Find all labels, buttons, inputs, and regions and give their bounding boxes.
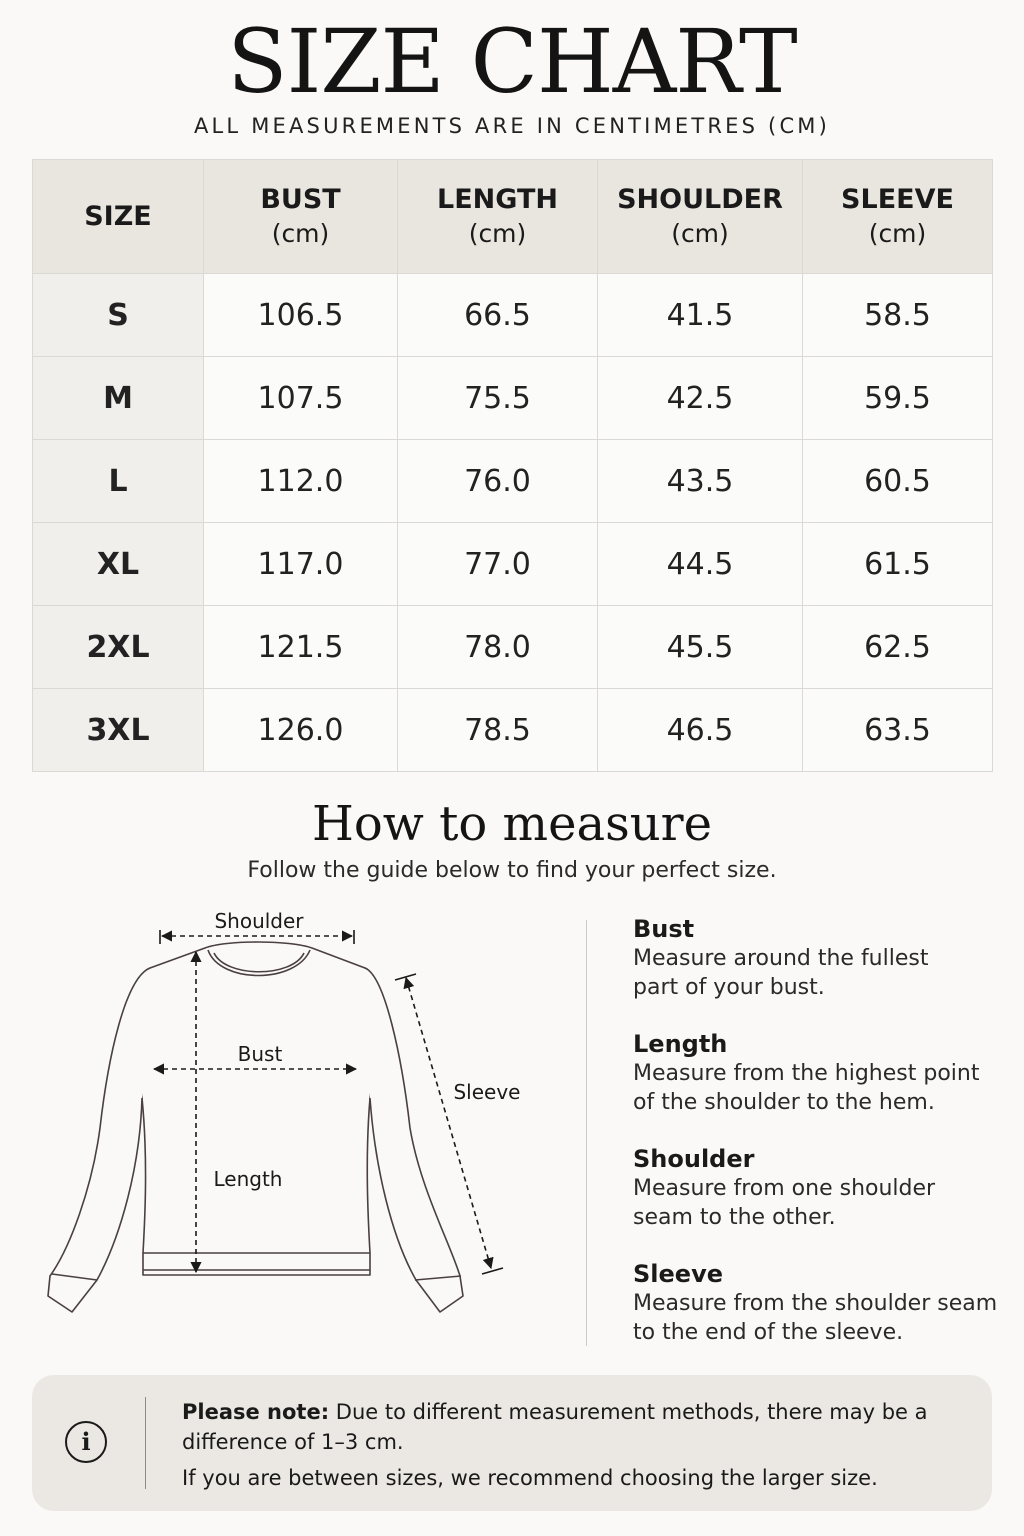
sleeve-cell: 62.5: [803, 606, 993, 689]
table-row: [33, 440, 993, 523]
size-cell: 3XL: [33, 689, 204, 772]
column-header-sleeve: SLEEVE (cm): [803, 160, 993, 274]
column-header-bust: BUST (cm): [204, 160, 398, 274]
bust-cell: 121.5: [204, 606, 398, 689]
table-row: [33, 606, 993, 689]
guide-item-title: Bust: [633, 915, 695, 943]
size-cell: XL: [33, 523, 204, 606]
table-header-row: [33, 160, 993, 274]
length-cell: 66.5: [398, 274, 598, 357]
note-divider: [145, 1397, 146, 1489]
note-box: [32, 1375, 992, 1511]
bust-label: Bust: [237, 1042, 283, 1066]
sleeve-cell: 58.5: [803, 274, 993, 357]
guide-item-text: Measure around the fullest: [633, 946, 929, 971]
guide-item-title: Length: [633, 1030, 728, 1058]
bust-cell: 126.0: [204, 689, 398, 772]
section-divider: [586, 920, 587, 1346]
column-unit: (cm): [868, 218, 927, 248]
guide-item-title: Sleeve: [633, 1260, 723, 1288]
sleeve-cell: 59.5: [803, 357, 993, 440]
bust-cell: 112.0: [204, 440, 398, 523]
column-header-size: SIZE: [33, 160, 204, 274]
table-row: [33, 689, 993, 772]
guide-item-bust: [633, 914, 1003, 1002]
column-header-shoulder: SHOULDER (cm): [598, 160, 803, 274]
shoulder-cell: 46.5: [598, 689, 803, 772]
info-icon: i: [65, 1421, 107, 1463]
shoulder-cell: 43.5: [598, 440, 803, 523]
length-cell: 78.0: [398, 606, 598, 689]
table-row: [33, 357, 993, 440]
note-line-1: [182, 1397, 962, 1457]
column-unit: (cm): [271, 218, 330, 248]
sleeve-cell: 63.5: [803, 689, 993, 772]
guide-item-text: to the end of the sleeve.: [633, 1320, 904, 1345]
guide-item-text: of the shoulder to the hem.: [633, 1090, 935, 1115]
bust-cell: 117.0: [204, 523, 398, 606]
guide-item-text: Measure from one shoulder: [633, 1176, 936, 1201]
guide-item-text: seam to the other.: [633, 1205, 836, 1230]
size-table: [32, 159, 993, 772]
length-cell: 75.5: [398, 357, 598, 440]
page-subtitle: ALL MEASUREMENTS ARE IN CENTIMETRES (CM): [193, 114, 831, 138]
page-title: SIZE CHART: [227, 10, 797, 113]
guide-item-sleeve: [633, 1259, 1003, 1347]
note-text: [182, 1397, 962, 1493]
guide-item-title: Shoulder: [633, 1145, 755, 1173]
shoulder-cell: 44.5: [598, 523, 803, 606]
section-title: How to measure: [312, 796, 712, 852]
guide-item-text: Measure from the highest point: [633, 1061, 980, 1086]
bust-cell: 106.5: [204, 274, 398, 357]
column-header-length: LENGTH (cm): [398, 160, 598, 274]
length-cell: 78.5: [398, 689, 598, 772]
measure-guide: [633, 914, 1003, 1374]
size-cell: 2XL: [33, 606, 204, 689]
length-cell: 76.0: [398, 440, 598, 523]
note-line-2: If you are between sizes, we recommend choosing the larger size.: [182, 1466, 878, 1490]
shoulder-label: Shoulder: [214, 909, 304, 933]
bust-cell: 107.5: [204, 357, 398, 440]
sweater-outline: [48, 942, 463, 1312]
shoulder-cell: 41.5: [598, 274, 803, 357]
size-cell: M: [33, 357, 204, 440]
shoulder-cell: 42.5: [598, 357, 803, 440]
size-cell: L: [33, 440, 204, 523]
table-row: [33, 274, 993, 357]
sleeve-label: Sleeve: [453, 1080, 521, 1104]
note-label: Please note:: [182, 1400, 330, 1424]
column-unit: (cm): [671, 218, 729, 248]
shoulder-cell: 45.5: [598, 606, 803, 689]
guide-item-text: part of your bust.: [633, 975, 825, 1000]
section-subtitle: Follow the guide below to find your perfect size.: [247, 858, 777, 883]
sweater-diagram: [30, 898, 570, 1338]
sleeve-cell: 61.5: [803, 523, 993, 606]
guide-item-length: [633, 1029, 1003, 1117]
table-row: [33, 523, 993, 606]
sleeve-cell: 60.5: [803, 440, 993, 523]
guide-item-shoulder: [633, 1144, 1003, 1232]
guide-item-text: Measure from the shoulder seam: [633, 1291, 998, 1316]
length-cell: 77.0: [398, 523, 598, 606]
size-cell: S: [33, 274, 204, 357]
length-label: Length: [213, 1167, 283, 1191]
column-unit: (cm): [468, 218, 527, 248]
note-text-1: Due to different measurement methods, there may be a difference of 1–3 cm.: [182, 1400, 928, 1454]
